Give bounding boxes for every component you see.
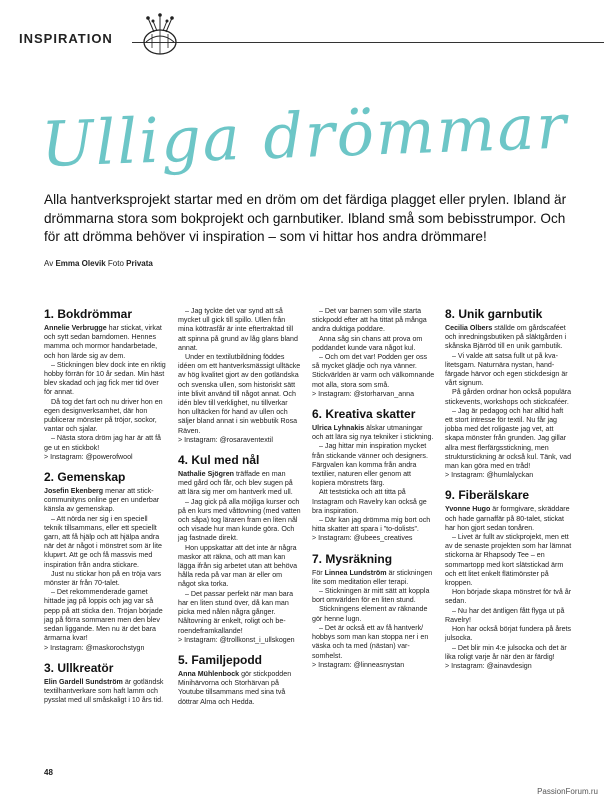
paragraph: Då tog det fart och nu driver hon en egen designverksamhet, där hon publicerar mönster på tröjor, sockor, vantar och sjalar. bbox=[44, 397, 163, 434]
byline-photo-prefix: Foto bbox=[107, 259, 124, 268]
paragraph: Stickningens element av räknande gör henne lugn. bbox=[312, 605, 428, 623]
paragraph: Att teststicka och att titta på Instagram och Ravelry kan också ge bra inspiration. bbox=[312, 488, 427, 515]
instagram-handle: > Instagram: @ubees_creatives bbox=[312, 534, 413, 543]
instagram-handle: > Instagram: @trollkonst_i_ullskogen bbox=[178, 635, 295, 644]
person-name: Cecilia Olbers bbox=[445, 324, 493, 332]
paragraph: Under en textilutbildning föddes idéen om ett hantverksmässigt ulltäcke av hög kvalitet gjort av den gotländska och svenska ullen, som historiskt sätt inte blivit använd till något annat. Och idén blev till verklighet, nu tillverkar hon ulltäcken för hand av ullen och säljer bland annat i sin webbutik Rosa Räven. bbox=[178, 353, 301, 435]
paragraph: – Jag är pedagog och har alltid haft ett stort intresse för textil. Nu får jag jobba med det roligaste jag vet, att skapa mönster från grunden. Jag gillar allra mest flerfärgsstickning, men strukturstickning är också kul. Tänk, vad man kan göra med en tråd! bbox=[445, 406, 572, 471]
intro-prefix: För bbox=[312, 568, 325, 577]
column-4 bbox=[445, 307, 573, 671]
paragraph: – Och om det var! Podden ger oss så mycket glädje och nya vänner. Stickvärlden är varm och välkomnande mot alla, stora som små. bbox=[312, 353, 435, 389]
instagram-handle: > Instagram: @rosaraventextil bbox=[178, 435, 273, 444]
intro-text: är formgivare, skräddare och hade garnaffär på 80-talet, stickat har hon gjort sedan tonåren. bbox=[445, 505, 570, 532]
article-columns bbox=[44, 307, 574, 777]
person-name: Ulrica Lyhnakis bbox=[312, 424, 365, 433]
section-intro bbox=[44, 487, 167, 515]
paragraph: – Jag gick på alla möjliga kurser och på en kurs med våttovning (med vatten och såpa) tog läraren fram en liten nål och visade hur man kunde göra. Och jag fastnade direkt. bbox=[178, 497, 301, 543]
intro-text: gör stickpodden Minihärvorna och Storhärvan på Youtube tillsammans med sina två döttrar Alma och Hedda. bbox=[178, 669, 292, 706]
instagram-handle: > Instagram: @ainavdesign bbox=[445, 661, 532, 670]
section-heading: 5. Familjepodd bbox=[178, 652, 263, 667]
paragraph: – Det passar perfekt när man bara har en liten stund över, då kan man picka med nålen några gånger. Nåltovning är enkelt, roligt och beroendeframkallande! bbox=[178, 589, 294, 635]
paragraph: Hon har också börjat fundera på årets julsocka. bbox=[445, 625, 572, 643]
section-intro bbox=[44, 678, 167, 706]
person-name: Elin Gardell Sundström bbox=[44, 677, 123, 686]
paragraph: – Jag hittar min inspiration mycket från stickande vänner och designers. Färgvalen kan komma från andra textilier, naturen eller genom att kopiera mönstrets färg. bbox=[312, 442, 428, 488]
paragraph: – Nästa stora dröm jag har är att få ge ut en stickbok! bbox=[44, 434, 162, 452]
person-name: Nathalie Sjögren bbox=[178, 470, 234, 479]
lead-paragraph: Alla hantverksprojekt startar med en dröm om det färdiga plagget eller prylen. Ibland är drömmarna stora som bokprojekt och garnbutiker. Ibland små som bebisstrumpor. Och för att drömma behöver vi inspiration – som vi hittar hos andra drömmare! bbox=[44, 192, 567, 244]
intro-text: menar att stickcommunityns online ger en underbar känsla av gemenskap. bbox=[44, 487, 160, 514]
intro-text: är stickningen lite som meditation eller terapi. bbox=[312, 568, 433, 586]
section-heading: 7. Mysräkning bbox=[312, 551, 393, 566]
section-intro bbox=[178, 470, 301, 498]
paragraph: – Det blir min 4:e julsocka och det är lika roligt varje år när den är färdig! bbox=[445, 643, 567, 661]
section-heading: 2. Gemenskap bbox=[44, 470, 126, 485]
intro-text: har stickat, virkat och sytt sedan barndomen. Hennes mamma och mormor handarbetade, och hon lärde sig av dem. bbox=[44, 324, 162, 360]
column-3 bbox=[312, 307, 435, 670]
section-heading: 1. Bokdrömmar bbox=[44, 307, 133, 321]
section-heading: 8. Unik garnbutik bbox=[445, 307, 543, 321]
instagram-handle: > Instagram: @linneasnystan bbox=[312, 660, 405, 669]
person-name: Linnea Lundström bbox=[324, 568, 387, 577]
column-1 bbox=[44, 307, 167, 705]
byline-prefix: Av bbox=[44, 259, 54, 268]
paragraph: – Vi valde att satsa fullt ut på kvalitetsgarn. Naturnära nystan, handfärgade härvor och egen stickdesign är vårt signum. bbox=[445, 351, 568, 388]
paragraph: – Livet är fullt av stickprojekt, men ett av de senaste projekten som har lämnat stickorna är Rhapsody Tee – en sommartopp med kort slätstickad ärm och ett litet enkelt flätimönster på kroppen. bbox=[445, 533, 572, 588]
person-name: Anna Mühlenbock bbox=[178, 669, 240, 678]
section-heading: 6. Kreativa skatter bbox=[312, 407, 416, 422]
instagram-handle: > Instagram: @powerofwool bbox=[44, 452, 133, 461]
section-intro bbox=[312, 424, 435, 442]
section-intro bbox=[445, 324, 573, 352]
page-number: 48 bbox=[44, 768, 53, 777]
intro-text: är gotländsk textilhantverkare som haft lamm och pysslat med ull småskaligt i 10 års tid. bbox=[44, 677, 164, 705]
section-intro bbox=[312, 569, 435, 587]
person-name: Josefin Ekenberg bbox=[44, 487, 104, 496]
instagram-handle: > Instagram: @maskorochstygn bbox=[44, 643, 145, 652]
column-2 bbox=[178, 307, 301, 707]
section-heading: 9. Fiberälskare bbox=[445, 488, 530, 503]
intro-text: träffade en man med gård och får, och blev sugen på att lära sig mer om hantverk med ull. bbox=[178, 470, 293, 497]
section-intro bbox=[445, 505, 573, 533]
byline-author: Emma Olevik bbox=[55, 259, 106, 268]
instagram-handle: > Instagram: @humlalyckan bbox=[445, 471, 534, 480]
byline-photo: Privata bbox=[126, 259, 153, 268]
paragraph: – Det var barnen som ville starta stickpodd efter att ha tittat på många andra duktiga poddare. bbox=[312, 307, 427, 334]
section-intro bbox=[178, 670, 301, 707]
paragraph: – Det rekommenderade garnet hittade jag på loppis och jag var så pepp på att sticka den. Tröjan började jag på förra sommaren men den blev sedan liggande. Men nu är det bara ärmarna kvar! bbox=[44, 588, 163, 643]
paragraph: Hon uppskattar att det inte är några maskor att räkna, och att man kan lägga ifrån sig arbetet utan att behöva hålla reda på var man är eller om något ska torka. bbox=[178, 543, 298, 589]
paragraph: – Stickningen är mitt sätt att koppla bort omvärlden för en liten stund. bbox=[312, 587, 430, 605]
paragraph: – Det är också ett av få hantverk/ hobbys som man kan stoppa ner i en väska och ta med (nästan) varsomhelst. bbox=[312, 623, 429, 660]
paragraph: – Jag tyckte det var synd att så mycket ull gick till spillo. Ullen från mina köttrasfår är inte eftertraktad till att spinna på grund av låg glans bland annat. bbox=[178, 307, 298, 352]
article-title: Ulliga drömmar bbox=[40, 89, 570, 181]
byline bbox=[44, 259, 153, 268]
section-heading: 3. Ullkreatör bbox=[44, 660, 114, 675]
page-header bbox=[0, 0, 604, 60]
section-heading: 4. Kul med nål bbox=[178, 453, 260, 468]
section-label: INSPIRATION bbox=[19, 31, 113, 46]
person-name: Yvonne Hugo bbox=[445, 505, 491, 514]
paragraph: Hon började skapa mönstret för två år sedan. bbox=[445, 588, 572, 606]
paragraph: – Nu har det äntligen fått flyga ut på Ravelry! bbox=[445, 606, 565, 624]
paragraph: Just nu stickar hon på en tröja vars mönster är från 70-talet. bbox=[44, 569, 162, 588]
paragraph: På gården ordnar hon också populära stickevents, workshops och stickcaféer. bbox=[445, 388, 572, 406]
paragraph: – Där kan jag drömma mig bort och hitta skatter att spara i ”to-dolists”. bbox=[312, 516, 431, 534]
pincushion-icon bbox=[138, 12, 182, 56]
header-rule bbox=[132, 42, 604, 43]
paragraph: – Att nörda ner sig i en speciell teknik tillsammans, eller ett speciellt garn, att få hjälp och att hjälpa andra när det är något i mönstret som är lite kluригt. Att ge och få massvis med inspiration från andra stickare. bbox=[44, 514, 162, 569]
intro-text: ställde om gårdscaféet och inredningsbutiken på släktgården i skånska Bjärröd till en unik garnbutik. bbox=[445, 324, 567, 351]
person-name: Annelie Verbrugge bbox=[44, 324, 107, 332]
paragraph: Anna såg sin chans att prova om poddandet kunde vara något kul. bbox=[312, 334, 423, 352]
watermark: PassionForum.ru bbox=[537, 787, 598, 796]
section-intro bbox=[44, 324, 167, 361]
intro-text: älskar utmaningar och att lära sig nya tekniker i stickning. bbox=[312, 424, 434, 442]
instagram-handle: > Instagram: @storharvan_anna bbox=[312, 389, 415, 398]
paragraph: – Stickningen blev dock inte en riktig hobby förrän för 10 år sedan. Min häst blev skadad och jag fick mer tid över för annat. bbox=[44, 360, 166, 397]
